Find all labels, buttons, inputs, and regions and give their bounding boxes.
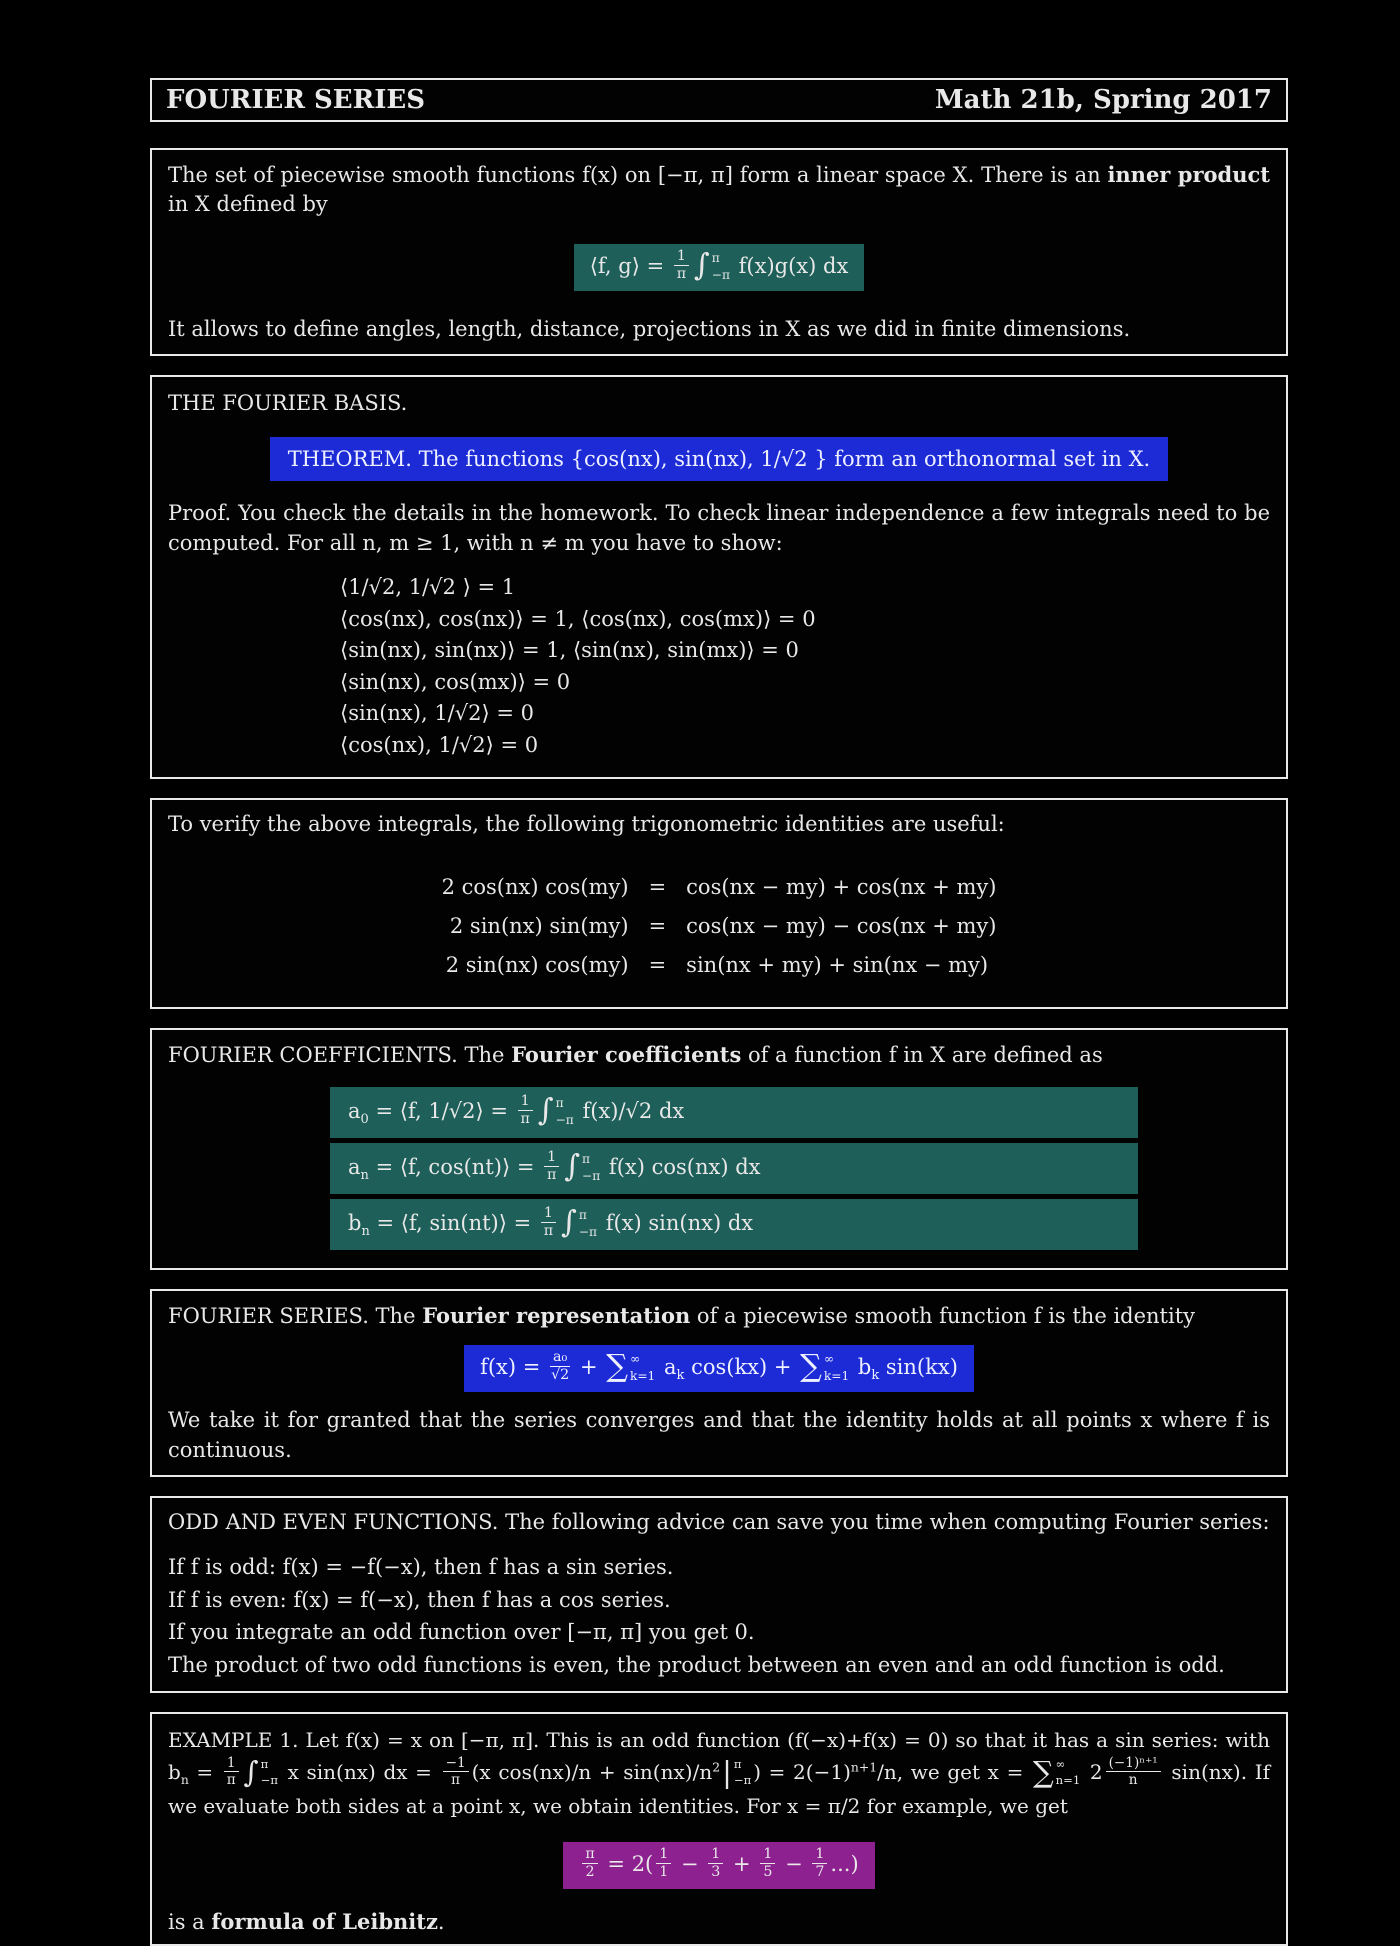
- intro-section: [150, 148, 1288, 356]
- orthogonality-list: [340, 572, 1270, 761]
- equals-sign: =: [648, 874, 667, 899]
- trig-lhs: 2 sin(nx) cos(my): [445, 953, 629, 978]
- intro-text-pre: The set of piecewise smooth functions f(x) on [−π, π] form a linear space X. There is an: [168, 163, 1108, 187]
- intro-paragraph: [168, 160, 1270, 220]
- intro-note: It allows to define angles, length, distance, projections in X as we did in finite dimensions.: [168, 316, 1131, 341]
- odd-even-heading: ODD AND EVEN FUNCTIONS. The following advice can save you time when computing Fourier series:: [168, 1509, 1270, 1534]
- example-paragraph: EXAMPLE 1. Let f(x) = x on [−π, π]. This is an odd function (f(−x)+f(x) = 0) so that it has a sin series: with $b_n$ = $\frac{1}{\pi}$ ∫ π −π x sin(nx) dx = $\frac{-1}{\pi}$ (x $\cos(nx)/n + \sin(nx)/n^2$ | π −π ) = $2(-1)^{n+1}/n$, we get x = ∑ ∞ n=1 2 $\frac{\text{(−1)ⁿ⁺¹}}{n}$ sin(nx). If we evaluate both sides at a point x, we obtain identities. For x = π/2 for example, we get: [168, 1728, 1271, 1819]
- rule-line: If f is even: f(x) = f(−x), then f has a cos series.: [168, 1587, 671, 1612]
- proof-paragraph: Proof. You check the details in the homework. To check linear independence a few integrals need to be computed. For all n, m ≥ 1, with n ≠ m you have to show:: [168, 501, 1270, 555]
- trig-identities-section: [150, 798, 1288, 1009]
- fourier-series-formula: f(x) = $\frac{\text{a₀}}{√2}$ + ∑ ∞ k=1 $a_k$ cos(kx) + ∑ ∞ k=1 $b_k$ sin(kx): [464, 1345, 974, 1392]
- equals-sign: =: [648, 913, 667, 938]
- fourier-representation-term: Fourier representation: [422, 1302, 691, 1328]
- inner-product-term: inner product: [1107, 162, 1271, 187]
- intro-text-post: in X defined by: [168, 192, 328, 217]
- an-formula: $a_n$ = ⟨f, cos(nt)⟩ = $\frac{1}{\pi}$ ∫ π −π f(x) cos(nx) dx: [330, 1143, 1138, 1194]
- identity-line: ⟨sin(nx), cos(mx)⟩ = 0: [340, 669, 571, 694]
- series-note: We take it for granted that the series converges and that the identity holds at all points x where f is continuous.: [168, 1408, 1270, 1462]
- identity-line: ⟨sin(nx), 1/√2⟩ = 0: [340, 701, 534, 726]
- series-heading: [168, 1301, 1270, 1331]
- trig-rhs: cos(nx − my) + cos(nx + my): [686, 874, 997, 899]
- odd-even-rules: [168, 1551, 1270, 1681]
- trig-lhs: 2 sin(nx) sin(my): [449, 913, 629, 938]
- identity-line: ⟨1/√2, 1/√2 ⟩ = 1: [340, 575, 516, 600]
- course-label: Math 21b, Spring 2017: [934, 85, 1272, 115]
- trig-rhs: sin(nx + my) + sin(nx − my): [686, 953, 989, 978]
- trig-identities-table: [442, 874, 997, 980]
- identity-line: ⟨cos(nx), cos(nx)⟩ = 1, ⟨cos(nx), cos(mx)⟩ = 0: [340, 606, 816, 631]
- document-page: [150, 78, 1288, 1946]
- coefficients-heading-pre: FOURIER COEFFICIENTS. The: [168, 1043, 512, 1068]
- trig-intro: To verify the above integrals, the following trigonometric identities are useful:: [168, 812, 1005, 837]
- basis-title: THE FOURIER BASIS.: [168, 391, 408, 416]
- trig-lhs: 2 cos(nx) cos(my): [441, 874, 629, 899]
- fourier-basis-section: [150, 375, 1288, 779]
- coefficients-heading-post: of a function f in X are defined as: [741, 1043, 1103, 1068]
- bn-formula: $b_n$ = ⟨f, sin(nt)⟩ = $\frac{1}{\pi}$ ∫ π −π f(x) sin(nx) dx: [330, 1199, 1138, 1250]
- fourier-coefficients-term: Fourier coefficients: [511, 1042, 742, 1068]
- series-heading-post: of a piecewise smooth function f is the identity: [690, 1303, 1196, 1328]
- leibnitz-formula: $\frac{\pi}{2}$ = 2( $\frac{1}{1}$ − $\frac{1}{3}$ + $\frac{1}{5}$ − $\frac{1}{7}$ ...): [563, 1842, 874, 1889]
- identity-line: ⟨cos(nx), 1/√2⟩ = 0: [340, 732, 539, 757]
- trig-rhs: cos(nx − my) − cos(nx + my): [686, 913, 997, 938]
- rule-line: If you integrate an odd function over [−π, π] you get 0.: [168, 1620, 755, 1645]
- theorem-box: THEOREM. The functions {cos(nx), sin(nx), 1/√2 } form an orthonormal set in X.: [270, 437, 1168, 481]
- coefficient-formulas: [168, 1087, 1270, 1250]
- equals-sign: =: [648, 953, 667, 978]
- series-heading-pre: FOURIER SERIES. The: [168, 1303, 423, 1328]
- closing-post: .: [437, 1910, 445, 1935]
- coefficients-heading: [168, 1040, 1270, 1070]
- fourier-coefficients-section: [150, 1028, 1288, 1269]
- header-box: [150, 78, 1288, 122]
- leibnitz-term: formula of Leibnitz: [211, 1909, 438, 1935]
- inner-product-formula: ⟨f, g⟩ = $\frac{1}{\pi}$ ∫ π −π f(x)g(x) dx: [574, 244, 865, 291]
- odd-even-section: [150, 1496, 1288, 1694]
- a0-formula: $a_0$ = ⟨f, 1/√2⟩ = $\frac{1}{\pi}$ ∫ π −π f(x)/√2 dx: [330, 1087, 1138, 1138]
- rule-line: If f is odd: f(x) = −f(−x), then f has a sin series.: [168, 1555, 674, 1580]
- rule-line: The product of two odd functions is even, the product between an even and an odd function is odd.: [168, 1652, 1225, 1677]
- fourier-series-section: [150, 1289, 1288, 1477]
- identity-line: ⟨sin(nx), sin(nx)⟩ = 1, ⟨sin(nx), sin(mx)⟩ = 0: [340, 638, 799, 663]
- page-title: FOURIER SERIES: [166, 85, 425, 115]
- example-section: [150, 1712, 1288, 1946]
- closing-pre: is a: [168, 1910, 212, 1935]
- example-closing: [168, 1909, 1270, 1934]
